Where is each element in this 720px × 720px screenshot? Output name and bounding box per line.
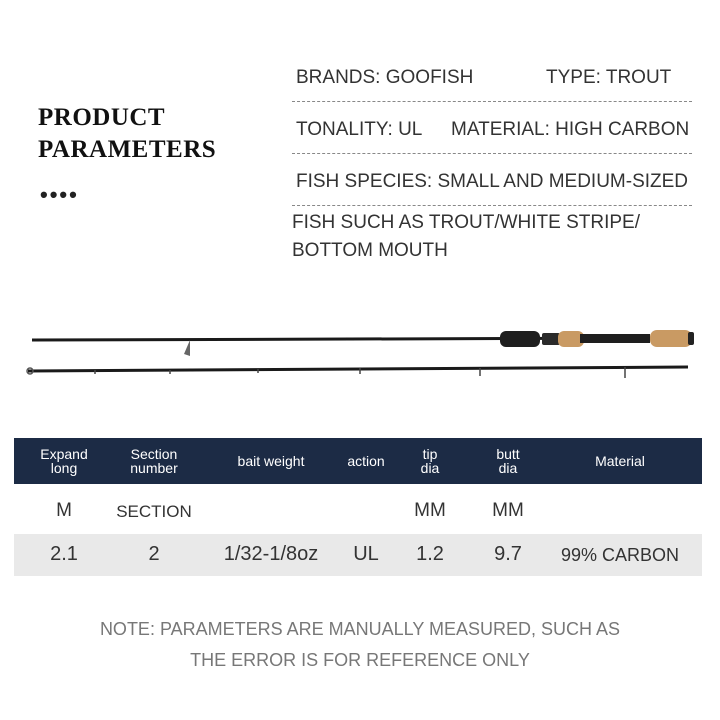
param-material: MATERIAL: HIGH CARBON: [451, 119, 690, 140]
spec-table-values-row: [14, 534, 702, 576]
value-action: UL: [353, 543, 379, 565]
header-tip-l2: dia: [420, 460, 440, 476]
heading-line-2: PARAMETERS: [38, 136, 217, 163]
header-expand-long: [40, 438, 87, 484]
rod-butt-section: [32, 330, 694, 356]
param-species-line-1: FISH SPECIES: SMALL AND MEDIUM-SIZED: [296, 171, 689, 192]
header-tip-dia: [421, 438, 440, 484]
header-butt-l2: dia: [498, 460, 518, 476]
value-expand: 2.1: [50, 543, 78, 565]
param-type: TYPE: TROUT: [546, 67, 672, 88]
header-bait-weight: bait weight: [237, 453, 305, 469]
header-section-l1: Section: [130, 446, 178, 462]
heading-dots: ••••: [40, 182, 79, 207]
rod-tip-section: [27, 367, 688, 378]
param-species-line-2: FISH SUCH AS TROUT/WHITE STRIPE/: [292, 212, 641, 233]
parameters-list: [292, 50, 692, 206]
param-species-continued: [292, 209, 702, 265]
unit-butt: MM: [492, 500, 524, 521]
param-row-tonality-material: [292, 102, 692, 154]
header-material: Material: [595, 453, 645, 469]
header-butt-l1: butt: [496, 446, 520, 462]
header-tip-l1: tip: [422, 446, 438, 462]
param-row-brand-type: [292, 50, 692, 102]
unit-section: SECTION: [116, 502, 192, 521]
param-tonality: TONALITY: UL: [296, 119, 423, 140]
value-butt: 9.7: [494, 543, 522, 565]
spec-table: [14, 438, 702, 576]
spec-table-units-row: [14, 484, 702, 534]
value-bait: 1/32-1/8oz: [223, 543, 319, 565]
header-action: action: [347, 453, 385, 469]
param-species-line-3: BOTTOM MOUTH: [292, 240, 448, 261]
measurement-note: [0, 614, 720, 676]
header-expand-l2: long: [50, 460, 78, 476]
value-tip: 1.2: [416, 543, 444, 565]
note-line-2: THE ERROR IS FOR REFERENCE ONLY: [190, 650, 530, 670]
header-expand-l1: Expand: [40, 446, 88, 462]
note-line-1: NOTE: PARAMETERS ARE MANUALLY MEASURED, SUCH AS: [99, 619, 621, 639]
header-butt-dia: [496, 438, 519, 484]
header-section-l2: number: [130, 460, 178, 476]
value-material: 99% CARBON: [560, 545, 680, 565]
product-parameters-heading: [38, 102, 216, 166]
spec-table-header: [14, 438, 702, 484]
unit-expand: M: [56, 500, 72, 521]
param-row-species: [292, 154, 692, 206]
value-section: 2: [148, 543, 160, 565]
header-section-number: [130, 438, 177, 484]
fishing-rod-image: [20, 318, 700, 388]
unit-tip: MM: [414, 500, 446, 521]
heading-line-1: PRODUCT: [38, 104, 166, 131]
param-brands: BRANDS: GOOFISH: [296, 67, 474, 88]
